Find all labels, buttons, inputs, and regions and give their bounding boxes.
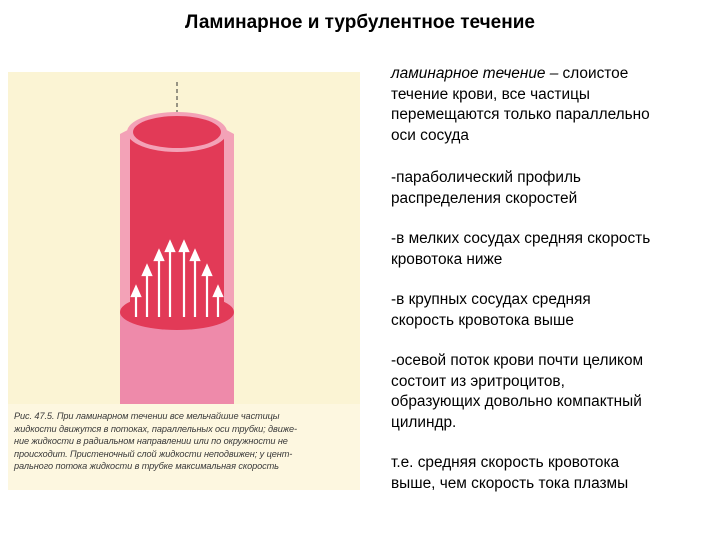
definition-line: течение крови, все частицы bbox=[391, 85, 590, 103]
caption-line: ние жидкости в радиальном направлении или по окружности не bbox=[14, 436, 288, 446]
laminar-flow-illustration bbox=[8, 72, 360, 404]
bullet-line: выше, чем скорость тока плазмы bbox=[391, 474, 629, 492]
bullet-line: цилиндр. bbox=[391, 413, 457, 431]
bullet-line: кровотока ниже bbox=[391, 250, 503, 268]
caption-line: происходит. Пристеночный слой жидкости неподвижен; у цент- bbox=[14, 448, 293, 459]
definition-first-line bbox=[391, 64, 711, 85]
definition-line: оси сосуда bbox=[391, 126, 469, 144]
caption-line: жидкости движутся в потоках, параллельных оси трубки; движе- bbox=[14, 423, 297, 434]
figure-illustration-area bbox=[8, 72, 360, 404]
caption-line: Рис. 47.5. При ламинарном течении все мельчайшие частицы bbox=[14, 411, 280, 421]
slide-title: Ламинарное и турбулентное течение bbox=[185, 12, 535, 33]
bullet-line: -в крупных сосудах средняя bbox=[391, 291, 591, 308]
bullet-line: образующих довольно компактный bbox=[391, 393, 642, 410]
bullet-line: скорость кровотока выше bbox=[391, 311, 574, 329]
bullet-line: -параболический профиль bbox=[391, 169, 581, 186]
figure-panel bbox=[8, 72, 360, 490]
bullet-large-vessels bbox=[391, 290, 711, 331]
bullet-line: состоит из эритроцитов, bbox=[391, 372, 565, 390]
bullet-line: распределения скоростей bbox=[391, 189, 578, 207]
definition-text: слоистое bbox=[558, 65, 629, 82]
bullet-conclusion bbox=[391, 453, 711, 494]
definition-line: перемещаются только параллельно bbox=[391, 106, 650, 123]
bullet-line: -в мелких сосудах средняя скорость bbox=[391, 230, 651, 247]
definition-paragraph bbox=[391, 64, 711, 146]
definition-term: ламинарное течение – bbox=[391, 65, 559, 82]
bullet-small-vessels bbox=[391, 229, 711, 270]
tube-opening bbox=[133, 116, 221, 148]
bullet-line: -осевой поток крови почти целиком bbox=[391, 352, 644, 369]
text-column bbox=[391, 64, 711, 494]
caption-line: рального потока жидкости в трубке максимальная скорость bbox=[14, 461, 279, 471]
bullet-parabolic-profile bbox=[391, 168, 711, 209]
bullet-axial-flow bbox=[391, 351, 711, 433]
figure-caption bbox=[14, 410, 350, 473]
bullet-line: т.е. средняя скорость кровотока bbox=[391, 454, 620, 471]
